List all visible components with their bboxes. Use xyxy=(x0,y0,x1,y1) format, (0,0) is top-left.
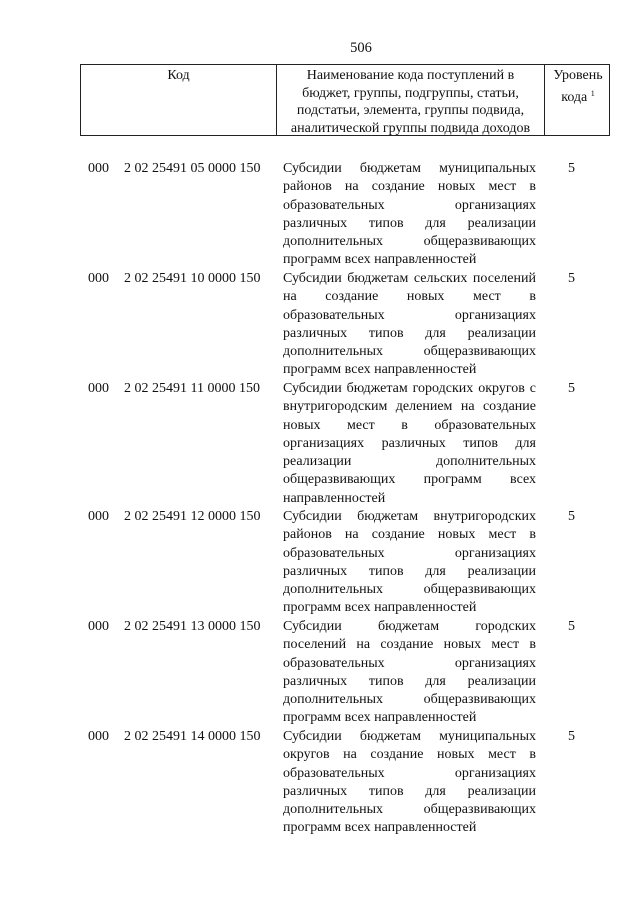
table-body xyxy=(0,160,640,838)
income-name: Субсидии бюджетам сельских поселений на создание новых мест в образовательных организациях различных типов для реализации дополнительных общеразвивающих программ всех направленностей xyxy=(283,271,536,378)
income-code: 2 02 25491 13 0000 150 xyxy=(124,619,261,634)
header-level-line2 xyxy=(545,85,611,107)
header-level xyxy=(545,65,611,135)
header-name-line: Наименование кода поступлений в xyxy=(306,68,515,83)
code-level: 5 xyxy=(568,729,575,744)
admin-code: 000 xyxy=(88,161,109,176)
code-level: 5 xyxy=(568,161,575,176)
table-row xyxy=(0,160,640,270)
income-name: Субсидии бюджетам муниципальных округов на создание новых мест в образовательных организациях различных типов для реализации дополнительных общеразвивающих программ всех направленностей xyxy=(283,729,536,836)
code-level: 5 xyxy=(568,619,575,634)
table-row xyxy=(0,508,640,618)
code-level: 5 xyxy=(568,271,575,286)
header-level-line1: Уровень xyxy=(553,68,603,83)
admin-code: 000 xyxy=(88,619,109,634)
admin-code: 000 xyxy=(88,271,109,286)
code-level: 5 xyxy=(568,509,575,524)
table-row xyxy=(0,618,640,728)
table-row xyxy=(0,380,640,508)
admin-code: 000 xyxy=(88,509,109,524)
income-code: 2 02 25491 10 0000 150 xyxy=(124,271,261,286)
header-name-line: бюджет, группы, подгруппы, статьи, xyxy=(302,85,519,101)
income-code: 2 02 25491 05 0000 150 xyxy=(124,161,261,176)
header-name-line: подстатьи, элемента, группы подвида, xyxy=(296,103,525,118)
income-code: 2 02 25491 14 0000 150 xyxy=(124,729,261,744)
income-code: 2 02 25491 11 0000 150 xyxy=(124,381,260,396)
income-name: Субсидии бюджетам муниципальных районов на создание новых мест в образовательных организациях различных типов для реализации дополнительных общеразвивающих программ всех направленностей xyxy=(283,161,536,268)
income-name: Субсидии бюджетам городских округов с внутригородским делением на создание новых мест в образовательных организациях различных типов для реализации дополнительных общеразвивающих программ всех направленностей xyxy=(283,381,536,506)
income-name: Субсидии бюджетам городских поселений на создание новых мест в образовательных организациях различных типов для реализации дополнительных общеразвивающих программ всех направленностей xyxy=(283,619,536,726)
income-name: Субсидии бюджетам внутригородских районов на создание новых мест в образовательных организациях различных типов для реализации дополнительных общеразвивающих программ всех направленностей xyxy=(283,509,536,616)
admin-code: 000 xyxy=(88,381,109,396)
table-header xyxy=(80,64,610,136)
footnote-marker: 1 xyxy=(590,88,595,98)
header-name xyxy=(277,65,545,135)
table-row xyxy=(0,728,640,838)
header-level-word: кода xyxy=(561,89,588,105)
table-row xyxy=(0,270,640,380)
admin-code: 000 xyxy=(88,729,109,744)
income-code: 2 02 25491 12 0000 150 xyxy=(124,509,261,524)
code-level: 5 xyxy=(568,381,575,396)
header-name-line: аналитической группы подвида доходов xyxy=(290,120,531,136)
page-number: 506 xyxy=(350,40,372,56)
header-code: Код xyxy=(81,65,277,135)
